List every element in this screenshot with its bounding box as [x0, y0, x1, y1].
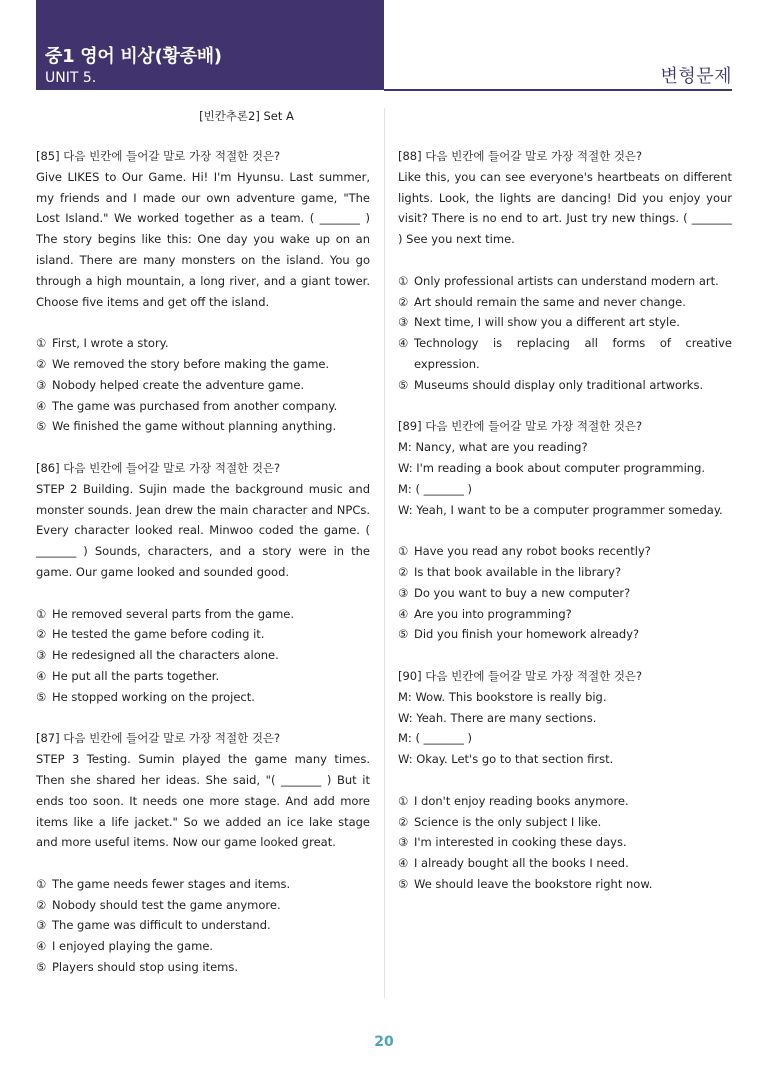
passage-line: STEP 2 Building. Sujin made the background music and monster sounds. Jean drew the main character and NPCs. Every character looked real. Minwoo coded the game. ( _______ ) Sounds, characters, and a story were in the game. Our game looked and sounded good.: [36, 481, 370, 579]
answer-option: [36, 333, 370, 354]
option-number: ⑤: [398, 627, 409, 642]
option-text: Technology is replacing all forms of creative expression.: [414, 336, 732, 371]
passage-line: Give LIKES to Our Game. Hi! I'm Hyunsu. Last summer, my friends and I made our own adventure game, "The Lost Island." We worked together as a team. ( _______ ) The story begins like this: One day you wake up on an island. There are many monsters on the island. You go through a high mountain, a long river, and a giant tower. Choose five items and get off the island.: [36, 169, 370, 309]
option-text: He redesigned all the characters alone.: [52, 648, 279, 663]
option-number: ③: [36, 918, 47, 933]
option-text: Art should remain the same and never change.: [414, 294, 686, 309]
answer-option: [36, 645, 370, 666]
option-number: ⑤: [36, 689, 47, 704]
option-text: Museums should display only traditional artworks.: [414, 377, 704, 392]
option-number: ④: [36, 668, 47, 683]
answer-option: [398, 562, 732, 583]
header-banner: [36, 0, 384, 90]
answer-option: [36, 416, 370, 437]
option-text: The game was difficult to understand.: [52, 918, 271, 933]
option-text: Have you read any robot books recently?: [414, 544, 651, 559]
option-text: Players should stop using items.: [52, 960, 239, 975]
option-number: ②: [36, 897, 47, 912]
question-heading: [86] 다음 빈칸에 들어갈 말로 가장 적절한 것은?: [36, 460, 281, 475]
header-title: 중1 영어 비상(황종배): [45, 46, 222, 67]
option-number: ③: [398, 315, 409, 330]
question-heading: [88] 다음 빈칸에 들어갈 말로 가장 적절한 것은?: [398, 149, 643, 163]
option-text: I enjoyed playing the game.: [52, 939, 214, 954]
option-number: ②: [398, 294, 409, 309]
option-text: Is that book available in the library?: [414, 564, 622, 579]
option-text: The game was purchased from another company.: [52, 398, 338, 413]
question-passage: [36, 479, 370, 583]
answer-option: [398, 312, 732, 333]
option-number: ③: [36, 648, 47, 663]
question-block: [398, 666, 732, 895]
option-text: We should leave the bookstore right now.: [414, 876, 653, 891]
answer-option: [398, 541, 732, 562]
option-number: ①: [398, 544, 409, 559]
option-text: Nobody helped create the adventure game.: [52, 377, 305, 392]
option-text: He removed several parts from the game.: [52, 606, 295, 621]
option-text: Nobody should test the game anymore.: [52, 897, 281, 912]
passage-line: Like this, you can see everyone's heartbeats on different lights. Look, the lights are dancing! Did you enjoy your visit? There is no end to art. Just try new things. ( _______ ) See you next time.: [398, 169, 732, 247]
answer-option: [398, 333, 732, 375]
option-number: ③: [398, 835, 409, 850]
left-column: [36, 146, 370, 999]
option-text: First, I wrote a story.: [52, 336, 169, 351]
option-text: We removed the story before making the game.: [52, 356, 330, 371]
option-text: Are you into programming?: [414, 606, 572, 621]
option-text: We finished the game without planning anything.: [52, 419, 337, 434]
question-passage: [398, 687, 732, 770]
passage-line: W: Okay. Let's go to that section first.: [398, 752, 614, 767]
option-text: I'm interested in cooking these days.: [414, 835, 627, 850]
question-heading: [89] 다음 빈칸에 들어갈 말로 가장 적절한 것은?: [398, 419, 643, 434]
option-number: ⑤: [36, 419, 47, 434]
option-text: The game needs fewer stages and items.: [52, 876, 291, 891]
answer-option: [398, 832, 732, 853]
passage-line: M: ( _______ ): [398, 481, 472, 496]
option-number: ⑤: [398, 876, 409, 891]
header-right-label: 변형문제: [660, 66, 732, 87]
answer-options: [398, 541, 732, 645]
answer-option: [36, 396, 370, 417]
answer-option: [398, 791, 732, 812]
answer-options: [398, 271, 732, 396]
answer-option: [36, 624, 370, 645]
option-text: I don't enjoy reading books anymore.: [414, 793, 629, 808]
question-passage: [36, 749, 370, 853]
passage-line: W: Yeah. There are many sections.: [398, 710, 597, 725]
page-number: 20: [374, 1034, 394, 1050]
right-column: [398, 146, 732, 915]
question-block: [398, 416, 732, 645]
column-divider: [384, 108, 385, 998]
answer-options: [36, 604, 370, 708]
question-heading: [87] 다음 빈칸에 들어갈 말로 가장 적절한 것은?: [36, 731, 281, 746]
header-unit: UNIT 5.: [45, 70, 97, 86]
answer-option: [36, 957, 370, 978]
answer-option: [36, 895, 370, 916]
answer-option: [398, 874, 732, 895]
option-text: I already bought all the books I need.: [414, 856, 629, 871]
question-passage: [398, 437, 732, 520]
option-text: Science is the only subject I like.: [414, 814, 602, 829]
answer-option: [36, 915, 370, 936]
question-heading: [85] 다음 빈칸에 들어갈 말로 가장 적절한 것은?: [36, 149, 281, 163]
option-number: ④: [36, 939, 47, 954]
question-block: [36, 458, 370, 708]
option-text: Next time, I will show you a different art style.: [414, 315, 680, 330]
option-number: ①: [398, 793, 409, 808]
answer-option: [398, 604, 732, 625]
option-number: ③: [36, 377, 47, 392]
option-number: ①: [36, 876, 47, 891]
option-text: He stopped working on the project.: [52, 689, 255, 704]
set-label: [빈칸추론2] Set A: [199, 109, 294, 123]
answer-option: [398, 853, 732, 874]
option-number: ④: [36, 398, 47, 413]
option-number: ①: [398, 273, 409, 288]
answer-option: [36, 687, 370, 708]
answer-options: [36, 874, 370, 978]
answer-option: [398, 624, 732, 645]
passage-line: W: Yeah, I want to be a computer programmer someday.: [398, 502, 723, 517]
option-number: ②: [36, 356, 47, 371]
answer-option: [398, 812, 732, 833]
option-text: He tested the game before coding it.: [52, 627, 265, 642]
option-number: ③: [398, 585, 409, 600]
question-block: [36, 728, 370, 978]
question-passage: [36, 167, 370, 313]
answer-option: [36, 375, 370, 396]
question-block: [398, 146, 732, 396]
option-text: Did you finish your homework already?: [414, 627, 640, 642]
question-heading: [90] 다음 빈칸에 들어갈 말로 가장 적절한 것은?: [398, 668, 643, 683]
question-block: [36, 146, 370, 437]
answer-option: [398, 583, 732, 604]
answer-option: [36, 354, 370, 375]
option-number: ⑤: [36, 960, 47, 975]
option-number: ④: [398, 606, 409, 621]
option-number: ①: [36, 606, 47, 621]
passage-line: W: I'm reading a book about computer programming.: [398, 460, 706, 475]
option-text: Only professional artists can understand modern art.: [414, 273, 719, 288]
option-number: ②: [36, 627, 47, 642]
answer-option: [36, 874, 370, 895]
passage-line: M: ( _______ ): [398, 731, 472, 746]
option-text: Do you want to buy a new computer?: [414, 585, 631, 600]
passage-line: M: Wow. This bookstore is really big.: [398, 689, 607, 704]
option-text: He put all the parts together.: [52, 668, 220, 683]
answer-option: [398, 375, 732, 396]
header-underline: [384, 89, 732, 91]
answer-options: [398, 791, 732, 895]
answer-option: [36, 604, 370, 625]
option-number: ④: [398, 336, 409, 351]
answer-options: [36, 333, 370, 437]
question-passage: [398, 167, 732, 250]
option-number: ④: [398, 856, 409, 871]
answer-option: [398, 271, 732, 292]
option-number: ②: [398, 564, 409, 579]
passage-line: M: Nancy, what are you reading?: [398, 440, 588, 455]
option-number: ⑤: [398, 377, 409, 392]
answer-option: [36, 666, 370, 687]
option-number: ①: [36, 336, 47, 351]
option-number: ②: [398, 814, 409, 829]
passage-line: STEP 3 Testing. Sumin played the game many times. Then she shared her ideas. She said, "( _______ ) But it ends too soon. It needs one more stage. And add more items like a life jacket." So we added an ice lake stage and more useful items. Now our game looked great.: [36, 752, 370, 850]
answer-option: [36, 936, 370, 957]
answer-option: [398, 292, 732, 313]
